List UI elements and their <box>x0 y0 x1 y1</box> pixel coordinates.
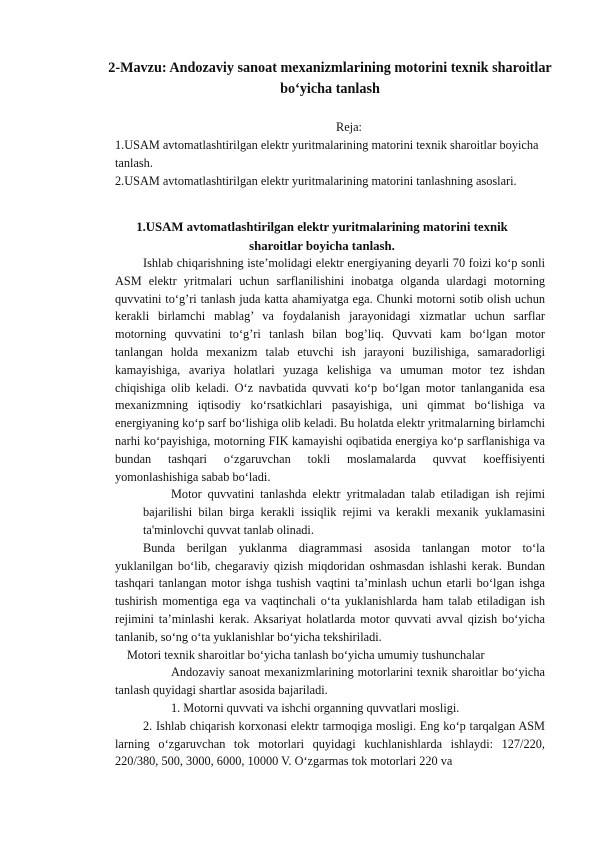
plan-list <box>115 137 551 190</box>
plan-item: 2.USAM avtomatlashtirilgan elektr yuritmalarining matorini tanlashning asoslari. <box>115 173 517 188</box>
list-item: 1. Motorni quvvati va ishchi organning quvvatlari mosligi. <box>171 700 460 715</box>
section-heading: 1.USAM avtomatlashtirilgan elektr yuritmalarining matorini texnik sharoitlar boyicha tanlash. <box>136 220 508 253</box>
body-text <box>115 255 545 771</box>
plan-item: 1.USAM avtomatlashtirilgan elektr yuritmalarining matorini texnik sharoitlar boyicha tanlash. <box>115 138 539 170</box>
paragraph: Bunda berilgan yuklanma diagrammasi asosida tanlangan motor to‘la yuklanilgan bo‘lib, chegaraviy qizish miqdoridan oshmasdan ishlashi kerak. Bundan tashqari tanlangan motor ishga tushish vaqtini ta’minlash uchun etarli bo‘lgan ishga tushirish momentiga ega va vaqtinchali o‘ta yuklanishlarda ham talab etiladigan ish rejimini ta’minlashi kerak. Aksariyat holatlarda motor quvvati avval qizish bo‘yicha tanlanib, so‘ng o‘ta yuklanishlar bo‘yicha tekshiriladi. <box>115 540 545 644</box>
page-title: 2-Mavzu: Andozaviy sanoat mexanizmlarining motorini texnik sharoitlar bo‘yicha tanlash <box>108 60 552 97</box>
list-item: 2. Ishlab chiqarish korxonasi elektr tarmoqiga mosligi. Eng ko‘p tarqalgan ASM larning o‘zgaruvchan tok motorlari quyidagi kuchlanishlarda ishlaydi: 127/220, 220/380, 500, 3000, 6000, 10000 V. O‘zgarmas tok motorlari 220 va <box>115 718 545 769</box>
plan-label: Reja: <box>336 120 362 134</box>
paragraph: Ishlab chiqarishning iste’molidagi elektr energiyaning deyarli 70 foizi ko‘p sonli ASM elektr yritmalari uchun sarflanilishini inobatga olganda ulardagi motorning quvvatini to‘g’ri tanlash juda katta ahamiyatga ega. Chunki motorni sotib olish uchun kerakli birlamchi mablag’ va foydalanish jarayonidagi xizmatlar uchun sarflar motorning quvvatini to‘g’ri tanlash bilan bog’liq. Quvvati kam bo‘lgan motor tanlangan holda mexanizm talab etuvchi ish jarayoni buzilishiga, samaradorligi kamayishiga, avariya holatlari yuzaga kelishiga va umuman motor tez ishdan chiqishiga olib keladi. O‘z navbatida quvvati ko‘p bo‘lgan motor tanlanganida esa mexanizmning iqtisodiy ko‘rsatkichlari pasayishiga, uni qimmat bo‘lishiga va energiyaning ko‘p sarf bo‘lishiga olib keladi. Bu holatda elektr yritmalarning birlamchi narhi ko‘payishiga, motorning FIK kamayishi oqibatida energiya ko‘p sarflanishiga va bundan tashqari o‘zgaruvchan tokli moslamalarda quvvat koeffisiyenti yomonlashishiga sabab bo‘ladi. <box>115 256 545 484</box>
paragraph: Motor quvvatini tanlashda elektr yritmaladan talab etiladigan ish rejimi bajarilishi bilan birga kerakli issiqlik rejimi va kerakli mexanik yuklamasini ta'minlovchi quvvat tanlab olinadi. <box>143 487 545 537</box>
paragraph: Andozaviy sanoat mexanizmlarining motorlarini texnik sharoitlar bo‘yicha tanlash quyidagi shartlar asosida bajariladi. <box>115 665 545 698</box>
subheading: Motori texnik sharoitlar bo‘yicha tanlash bo‘yicha umumiy tushunchalar <box>127 647 485 662</box>
